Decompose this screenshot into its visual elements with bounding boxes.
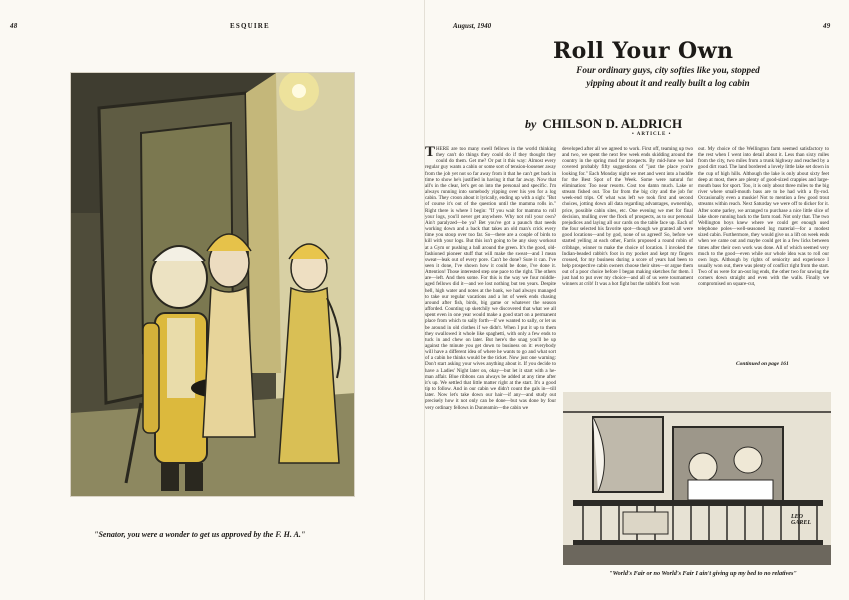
continued-notice: Continued on page 161 (736, 361, 789, 367)
page-number-left: 48 (10, 22, 18, 30)
left-page (0, 0, 424, 600)
article-title: Roll Your Own (553, 38, 734, 64)
cartoon-signature: LEO GAREL (791, 514, 812, 526)
cartoon-tenement (563, 392, 831, 565)
page-number-right: 49 (823, 22, 831, 30)
cartoon-drawing (563, 392, 831, 565)
drop-cap: T (425, 144, 436, 160)
section-kicker: • ARTICLE • (632, 132, 672, 137)
article-column-1 (425, 146, 556, 594)
illustration-senator (70, 72, 355, 497)
issue-date: August, 1940 (453, 22, 492, 30)
masthead: ESQUIRE (230, 22, 270, 30)
illustration-drawing (71, 73, 355, 497)
byline (525, 116, 682, 132)
author-name: CHILSON D. ALDRICH (542, 116, 683, 131)
illustration-caption: "Senator, you were a wonder to get us approved by the F. H. A." (94, 530, 306, 539)
article-column-3: out. My choice of the Wellington farm seemed satisfactory to the rest when I went into detail about it. Less than sixty miles from the city, two miles from a trunk highway and reached by a good dirt road. The land bordered a lovely little lake set down in the cup of high hills. Although the lake is only about sixty feet deep at most, there are plenty of good-sized crappies and large-mouth bass for sport. Too, it is only about three miles to the big river where small-mouth bass are to be had with a fly-rod. Occasionally even a muskie! Not to mention a few good trout streams within reach. Next Saturday we were off to dicker for it. After some parley, we arranged to purchase a nice little slice of lake shore running back to the farm road. Not only that. The two Wellington boys knew where we could get enough used telephone poles—well-seasoned log material—for a modest sized cabin. Furthermore, they would give us a lift on week ends when we came out and maybe could get in a few licks between times after their own work was done. All of which seemed very much to the good—even while our whole idea was to roll our own logs. Although by rights of seniority and experience I usually won out, there was plenty of conflict right from the start. Two of us were for an-out log ends, the other two for sawing the corners down straight and even with the walls. Finally we compromised on square-cut, (698, 146, 829, 288)
column-1-text: HERE are too many swell fellows in the world thinking they can't do things they could do if they thought they could do them. Get me? Or put it this way: Almost every regular guy wants a cabin or some sort of tension-loosener away from the job yet not so far away from it that he can't get back in time to show he's justified in having it that far away. Now that all's in the clear, let's get on into the personal and specific. I'm always running into somebody yipping over his yen for a log cabin. They croon about it lyrically, ending up with a sigh: "But of course it's out of the question until the mamma rolls in." Right there is where I begin: "If you wait for mamma to roll your logs, you'll never get anywhere. Why not roll your own? Ain't paralyzed—be ya? Bet you've got a paunch that needs working down and a back that takes an old man's crick every time you stoop over too far. So—there are a couple of birds to kill with your logs. But this isn't going to be any sissy workout at a Gym or pushing a ball around the green. It's the good, old-fashioned pioneer stuff that will make the sweat—and I mean sweat—leak out of every pore. Can't be done? Sure it can. I've seen it done, I've shown how it could be done, I've done it. Attention! Those interested step one pace to the right. The others are—left. And then some. For this is the way we four middle-aged fellows did it—and we lost nothing but ten years. Despite hell, high water and notes at the bank, we had always managed to take our regular vacations and a lot of week ends chasing around after fish, birds, big game or whatever the season afforded. Counting up sketchily we discovered that what we all spent even in one year would make a good start on a permanent place from which to sally forth—if we wanted to sally, or let us be around in old clothes if we didn't. When I put it up to them they swallowed it whole like spaghetti, with only a few ends to tuck in and chew on later. But here's the snag you'll be up against the minute you get down to business on it: everybody will have a different idea of where he wants to go and what sort of a cabin he thinks would be the ticket. Now just one warning: Don't start asking your wives anything about it. If you decide to have a Ladies' Night later on, okay—but let it start with a he-man affair. Blue ribbons can always be added at any time after it's up. We settled that little matter right at the start. It's a good tip to follow. And in our cabin we didn't count the gals in—till later. Now let's take down our hair—if any—and study out precisely how it not only can be done—but was done by four very ordinary fellows in Dunreamin—the cabin we (425, 146, 556, 411)
article-deck: Four ordinary guys, city softies like you, stopped yipping about it and really built a log cabin (576, 65, 760, 88)
byline-prefix: by (525, 117, 537, 131)
right-page (425, 0, 849, 600)
article-column-2: developed after all we agreed to work. First off, teaming up two and two, we spent the next few week ends skidding around the country in the spring mud for prospects. By mid-June we had covered probably fifty suggestions of "just the place you're looking for." Each Monday night we met and went into a huddle for the Best Spot of the Week. Some were natural for elimination: Too near resorts. Cost too damn much. Lake or stream fished out. Too far from the big city and the job for week-end trips. Of what was left we took first and second choices, jotting down all data regarding advantages, ownership, price, possible cabin sites, etc. One evening we met for final decision, mulling over the flock of prospects, as to our personal prejudices and laying all our cards on the table face up. Each of the four selected his favorite spot—though we granted all were good locations—and by god, none of us agreed! So, before we started yelling at each other, Farris proposed a round robin of cribbage, winner to make the choice of location. I invoked the Indian-beaded rabbit's foot in my pocket and kept my fingers crossed, for my business during a score of years had been to help prospective cabin owners choose their sites—or argue them out of a poor choice before I began making sketches for them. I just had to put over my choice—and all of us were tournament winners at crib! It was a hot fight but the rabbit's foot won (562, 146, 693, 288)
cartoon-caption: "World's Fair or no World's Fair I ain't giving up my bed to no relatives" (609, 570, 797, 577)
